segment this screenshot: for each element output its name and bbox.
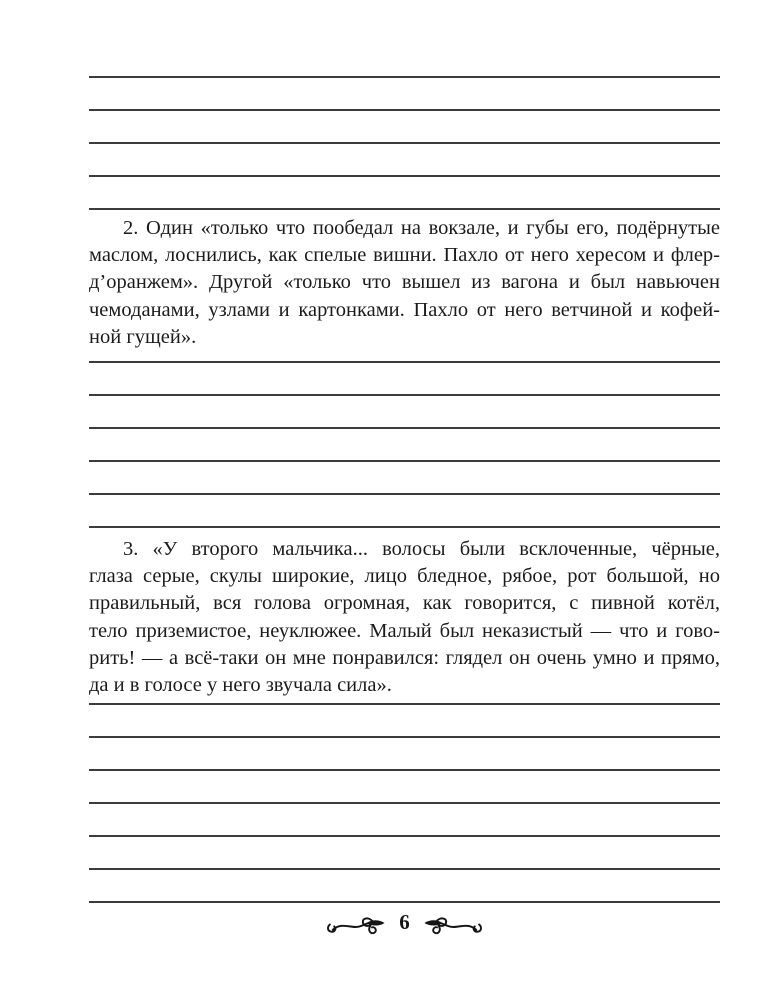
paragraph-line: д’оранжем». Другой «только что вышел из вагона и был навьючен (89, 271, 720, 294)
paragraph-line: 3. «У второго мальчика... волосы были всклоченные, чёрные, (123, 538, 720, 560)
writing-line (89, 901, 720, 903)
paragraph-line: тело приземистое, неуклюжее. Малый был неказистый — что и гово- (89, 619, 720, 642)
paragraph-line: глаза серые, скулы широкие, лицо бледное, рябое, рот большой, но (89, 565, 720, 588)
writing-line (89, 460, 720, 462)
writing-line (89, 526, 720, 528)
exercise-item-3 (89, 536, 720, 699)
writing-line (89, 868, 720, 870)
paragraph-line: 2. Один «только что пообедал на вокзале, и губы его, подёрнутые (123, 217, 720, 239)
paragraph-line: ной гущей». (89, 325, 197, 348)
writing-lines-group-2 (89, 361, 720, 559)
exercise-item-2 (89, 215, 720, 351)
writing-line (89, 208, 720, 210)
paragraph-line: рить! — а всё-таки он мне понравился: глядел он очень умно и прямо, (89, 646, 720, 669)
writing-line (89, 76, 720, 78)
paragraph-line: правильный, вся голова огромная, как говорится, с пивной котёл, (89, 592, 720, 615)
flourish-left-icon (326, 911, 386, 936)
page-footer (89, 906, 720, 940)
paragraph-line: маслом, лоснились, как спелые вишни. Пахло от него хересом и флер- (89, 244, 720, 267)
writing-line (89, 769, 720, 771)
paragraph-line: да и в голосе у него звучала сила». (89, 674, 392, 697)
writing-line (89, 835, 720, 837)
writing-line (89, 802, 720, 804)
paragraph-line: чемоданами, узлами и картонками. Пахло от него ветчиной и кофей- (89, 298, 720, 321)
writing-line (89, 427, 720, 429)
writing-line (89, 703, 720, 705)
writing-line (89, 394, 720, 396)
writing-line (89, 109, 720, 111)
writing-line (89, 175, 720, 177)
writing-line (89, 736, 720, 738)
writing-line (89, 493, 720, 495)
writing-lines-group-3 (89, 703, 720, 934)
page-number: 6 (399, 909, 410, 934)
writing-line (89, 142, 720, 144)
writing-line (89, 361, 720, 363)
flourish-right-icon (423, 911, 483, 936)
